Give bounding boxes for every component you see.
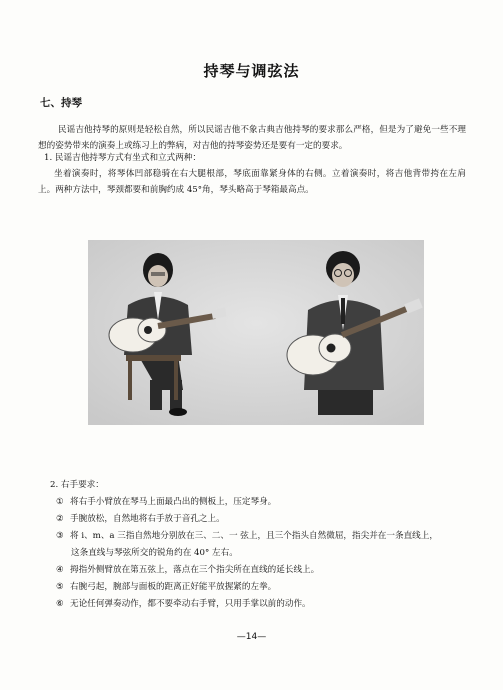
list-item: ③ 将 i、m、a 三指自然地分别放在三、二、一 弦上，且三个指头自然微屈，指尖并在一条直线上，: [56, 531, 438, 541]
right-hand-requirements-heading: 2. 右手要求：: [50, 480, 104, 490]
intro-paragraph: 民谣吉他持琴的原则是轻松自然，所以民谣吉他不象古典吉他持琴的要求那么严格，但是为了避免一些不理想的姿势带来的演奏上或练习上的弊病，对吉他的持琴姿势还是要有一定的要求。: [38, 125, 466, 151]
list-item: ② 手腕放松，自然地将右手放于音孔之上。: [56, 514, 225, 524]
holding-methods-paragraph: 坐着演奏时，将琴体凹部稳骑在右大腿根部，琴底面靠紧身体的右侧。立着演奏时，将吉他背带挎在左肩上。两种方法中，琴颈都要和前胸约成 45°角，琴头略高于琴箱最高点。: [38, 169, 466, 195]
guitar-posture-photo: [88, 240, 424, 425]
holding-methods-heading: 1. 民谣吉他持琴方式有坐式和立式两种：: [44, 153, 202, 163]
page-title: 持琴与调弦法: [203, 62, 300, 80]
requirements-list: [56, 494, 468, 613]
list-item-continuation: 这条直线与琴弦所交的锐角约在 40° 左右。: [71, 548, 238, 558]
list-item: ⑥ 无论任何弹奏动作，都不要牵动右手臂，只用手掌以前的动作。: [56, 599, 311, 609]
list-item: ⑤ 右腕弓起，腕部与面板的距离正好能平放握紧的左拳。: [56, 582, 277, 592]
page-number: —14—: [236, 632, 267, 642]
section-heading: 七、持琴: [40, 97, 82, 109]
list-item: ① 将右手小臂放在琴马上面最凸出的侧板上，压定琴身。: [56, 497, 277, 507]
list-item: ④ 拇指外侧臂放在第五弦上，落点在三个指尖所在直线的延长线上。: [56, 565, 320, 575]
